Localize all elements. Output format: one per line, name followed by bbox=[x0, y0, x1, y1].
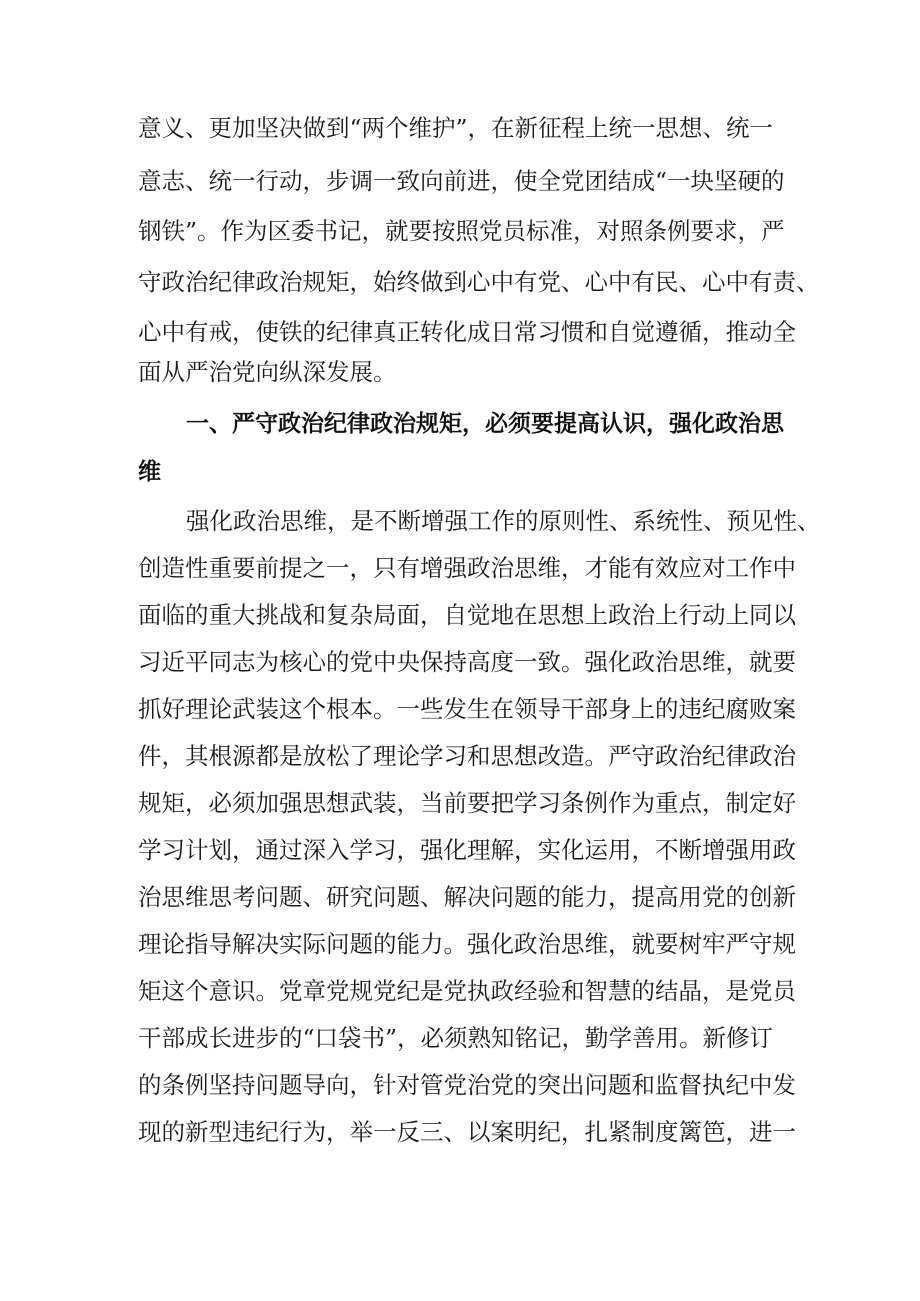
paragraph-2-line-7: 规矩，必须加强思想武装，当前要把学习条例作为重点，制定好 bbox=[138, 789, 796, 817]
paragraph-1-line-1: 意义、更加坚决做到“两个维护”，在新征程上统一思想、统一 bbox=[138, 114, 774, 142]
paragraph-2-line-2: 创造性重要前提之一，只有增强政治思维，才能有效应对工作中 bbox=[138, 554, 796, 582]
paragraph-2-line-12: 干部成长进步的“口袋书”，必须熟知铭记，勤学善用。新修订 bbox=[138, 1024, 774, 1052]
paragraph-2-line-10: 理论指导解决实际问题的能力。强化政治思维，就要树牢严守规 bbox=[138, 930, 796, 958]
paragraph-2-line-11: 矩这个意识。党章党规党纪是党执政经验和智慧的结晶，是党员 bbox=[138, 977, 796, 1005]
paragraph-2-line-6: 件，其根源都是放松了理论学习和思想改造。严守政治纪律政治 bbox=[138, 742, 796, 770]
paragraph-2-line-13: 的条例坚持问题导向，针对管党治党的突出问题和监督执纪中发 bbox=[138, 1071, 796, 1099]
section-heading-line-2: 维 bbox=[138, 459, 161, 485]
paragraph-2-line-9: 治思维思考问题、研究问题、解决问题的能力，提高用党的创新 bbox=[138, 883, 796, 911]
paragraph-2-line-5: 抓好理论武装这个根本。一些发生在领导干部身上的违纪腐败案 bbox=[138, 695, 796, 723]
paragraph-2-line-3: 面临的重大挑战和复杂局面，自觉地在思想上政治上行动上同以 bbox=[138, 601, 796, 629]
paragraph-2-line-4: 习近平同志为核心的党中央保持高度一致。强化政治思维，就要 bbox=[138, 648, 796, 676]
paragraph-1-line-5: 心中有戒，使铁的纪律真正转化成日常习惯和自觉遵循，推动全 bbox=[138, 318, 796, 346]
paragraph-1-line-6: 面从严治党向纵深发展。 bbox=[138, 358, 397, 386]
paragraph-1-line-3: 钢铁”。作为区委书记，就要按照党员标准，对照条例要求，严 bbox=[138, 217, 785, 245]
paragraph-2-line-14: 现的新型违纪行为，举一反三、以案明纪，扎紧制度篱笆，进一 bbox=[138, 1118, 796, 1146]
paragraph-2-line-1: 强化政治思维，是不断增强工作的原则性、系统性、预见性、 bbox=[186, 507, 821, 535]
paragraph-2-line-8: 学习计划，通过深入学习，强化理解，实化运用，不断增强用政 bbox=[138, 836, 796, 864]
paragraph-1-line-2: 意志、统一行动，步调一致向前进，使全党团结成“一块坚硬的 bbox=[138, 167, 785, 195]
section-heading-line-1: 一、严守政治纪律政治规矩，必须要提高认识，强化政治思 bbox=[186, 411, 784, 437]
paragraph-1-line-4: 守政治纪律政治规矩，始终做到心中有党、心中有民、心中有责、 bbox=[138, 268, 820, 296]
